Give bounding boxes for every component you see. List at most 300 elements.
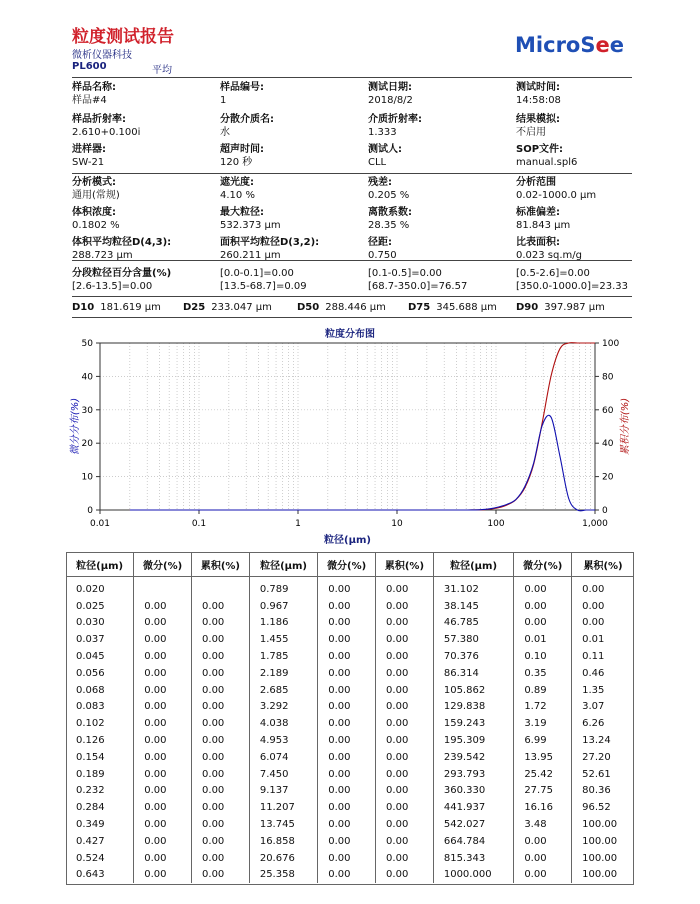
table-cell: 0.00: [192, 783, 250, 800]
y-tick-label-right: 40: [602, 439, 614, 450]
table-cell: [134, 577, 192, 598]
info-field: [72, 143, 106, 169]
info-field: [368, 81, 413, 107]
info-value: 81.843 μm: [516, 220, 571, 231]
table-cell: 0.35: [514, 665, 572, 682]
divider: [72, 317, 632, 318]
info-field: [220, 206, 281, 232]
info-field: [220, 143, 264, 169]
y-axis-label-left: 微分分布(%): [70, 397, 81, 456]
table-cell: 1.35: [582, 684, 605, 696]
info-label: 分散介质名:: [220, 114, 274, 125]
x-tick-label: 0.01: [89, 519, 111, 529]
table-cell: 0.00: [318, 648, 376, 665]
table-cell: 0.00: [192, 867, 250, 884]
table-cell: 0.00: [318, 699, 376, 716]
info-value: 2.610+0.100i: [72, 127, 141, 138]
table-cell: 13.95: [514, 749, 572, 766]
particle-size-chart: [0, 335, 700, 555]
table-header: 微分(%): [134, 552, 192, 577]
table-cell: 0.00: [318, 615, 376, 632]
table-cell: 0.427: [66, 833, 134, 850]
table-cell: 0.00: [318, 783, 376, 800]
table-cell: 0.00: [376, 631, 434, 648]
info-value: 0.750: [368, 250, 397, 261]
info-field: [368, 206, 412, 232]
info-label: 测试人:: [368, 144, 402, 155]
table-cell: 86.314: [433, 665, 513, 682]
x-tick-label: 1: [295, 519, 301, 529]
info-field: [368, 143, 402, 169]
table-cell: 13.24: [582, 735, 611, 747]
info-label: 标准偏差:: [516, 207, 560, 218]
chart-title: 粒度分布图: [325, 329, 375, 340]
table-cell: 2.189: [249, 665, 317, 682]
table-cell: 0.00: [318, 850, 376, 867]
table-row: [66, 850, 634, 867]
table-cell: 1.785: [249, 648, 317, 665]
table-header: 粒径(μm): [433, 552, 513, 577]
table-cell: 0.00: [192, 598, 250, 615]
logo-letter: c: [543, 33, 556, 57]
divider: [72, 260, 632, 261]
report-title: 粒度测试报告: [72, 27, 174, 47]
info-field: [220, 176, 255, 202]
table-cell: 0.00: [192, 833, 250, 850]
table-cell: 1000.000: [433, 867, 513, 884]
table-cell: 239.542: [433, 749, 513, 766]
info-label: SOP文件:: [516, 144, 564, 155]
size-distribution-table: [66, 552, 634, 883]
table-row: [66, 749, 634, 766]
table-cell: 3.19: [514, 715, 572, 732]
table-cell: 0.00: [582, 583, 605, 595]
table-cell: 0.00: [376, 867, 434, 884]
table-cell: 0.037: [66, 631, 134, 648]
table-cell: 0.00: [318, 715, 376, 732]
info-field: [516, 176, 596, 202]
table-cell: 0.00: [134, 833, 192, 850]
info-value: [13.5-68.7]=0.09: [220, 281, 307, 292]
table-cell: 9.137: [249, 783, 317, 800]
table-cell: 0.00: [134, 732, 192, 749]
table-cell: 0.00: [192, 615, 250, 632]
info-value: 14:58:08: [516, 95, 561, 106]
table-cell: 0.00: [376, 577, 434, 598]
table-cell: 0.00: [514, 850, 572, 867]
table-cell: 1.455: [249, 631, 317, 648]
table-cell: 542.027: [433, 816, 513, 833]
table-cell: 0.524: [66, 850, 134, 867]
d-label: D90: [516, 302, 539, 313]
table-cell: 293.793: [433, 766, 513, 783]
d-label: D75: [408, 302, 431, 313]
table-row: [66, 715, 634, 732]
table-cell: 129.838: [433, 699, 513, 716]
info-value: 不启用: [516, 127, 546, 138]
info-label: [0.1-0.5]=0.00: [368, 268, 442, 279]
logo-letter: o: [565, 33, 581, 57]
info-value: 4.10 %: [220, 190, 255, 201]
table-cell: 0.00: [134, 682, 192, 699]
info-value: manual.spl6: [516, 157, 578, 168]
info-field: [516, 206, 570, 232]
table-cell: 0.89: [514, 682, 572, 699]
info-field: [516, 236, 582, 262]
table-cell: 0.00: [376, 749, 434, 766]
table-cell: 0.00: [134, 816, 192, 833]
table-cell: 1.72: [514, 699, 572, 716]
table-row: [66, 682, 634, 699]
table-cell: 0.00: [192, 799, 250, 816]
table-cell: 0.00: [514, 833, 572, 850]
y-tick-label-left: 50: [81, 339, 93, 349]
table-cell: 4.038: [249, 715, 317, 732]
table-cell: 0.00: [376, 699, 434, 716]
info-field: [220, 81, 264, 107]
table-header: 累积(%): [192, 552, 250, 577]
table-cell: 25.42: [514, 766, 572, 783]
y-tick-label-left: 10: [81, 472, 93, 483]
info-label: 样品编号:: [220, 82, 264, 93]
table-cell: 0.284: [66, 799, 134, 816]
info-value: 28.35 %: [368, 220, 410, 231]
table-cell: 0.00: [318, 766, 376, 783]
info-label: 面积平均粒径D(3,2):: [220, 237, 320, 248]
table-cell: 57.380: [433, 631, 513, 648]
info-value: SW-21: [72, 157, 105, 168]
table-header: 粒径(μm): [249, 552, 317, 577]
table-cell: 0.00: [318, 682, 376, 699]
differential-series-line: [130, 415, 595, 511]
table-cell: 100.00: [582, 819, 618, 831]
table-cell: 0.00: [318, 598, 376, 615]
info-field: [72, 113, 140, 139]
info-label: 样品名称:: [72, 82, 116, 93]
info-field: [220, 236, 319, 262]
info-field: [368, 113, 422, 139]
info-label: [0.0-0.1]=0.00: [220, 268, 294, 279]
plot-frame: [100, 343, 595, 510]
table-row: [66, 615, 634, 632]
table-cell: 0.46: [582, 667, 605, 679]
y-axis-label-right: 累积分布(%): [620, 397, 631, 456]
info-value: 样品#4: [72, 95, 107, 106]
info-field: [72, 81, 116, 107]
table-cell: 3.292: [249, 699, 317, 716]
table-cell: 52.61: [582, 768, 611, 780]
table-cell: 0.00: [318, 631, 376, 648]
table-cell: 441.937: [433, 799, 513, 816]
table-cell: 0.10: [514, 648, 572, 665]
info-label: 遮光度:: [220, 177, 254, 188]
table-cell: 6.074: [249, 749, 317, 766]
table-cell: 0.00: [376, 598, 434, 615]
info-field: [72, 267, 171, 293]
table-cell: 1.186: [249, 615, 317, 632]
d-number: 233.047 μm: [211, 302, 272, 313]
info-field: [220, 267, 307, 293]
table-cell: 25.358: [249, 867, 317, 884]
info-value: 260.211 μm: [220, 250, 281, 261]
d-value-d90: [516, 302, 605, 313]
table-cell: 2.685: [249, 682, 317, 699]
table-header: 粒径(μm): [66, 552, 134, 577]
table-cell: 0.01: [514, 631, 572, 648]
table-cell: 0.00: [134, 766, 192, 783]
info-label: 分析模式:: [72, 177, 116, 188]
table-cell: 0.00: [318, 799, 376, 816]
table-header: 微分(%): [514, 552, 572, 577]
table-row: [66, 598, 634, 615]
info-label: 测试时间:: [516, 82, 560, 93]
table-cell: 0.00: [192, 648, 250, 665]
table-cell: 0.349: [66, 816, 134, 833]
divider: [72, 173, 632, 174]
logo-letter: i: [535, 33, 544, 57]
table-row: [66, 732, 634, 749]
info-value: 1: [220, 95, 227, 106]
x-tick-label: 1,000: [582, 519, 608, 529]
table-cell: 0.102: [66, 715, 134, 732]
table-cell: 0.00: [134, 615, 192, 632]
table-cell: 27.20: [582, 751, 611, 763]
table-cell: 0.00: [376, 732, 434, 749]
table-cell: 3.48: [514, 816, 572, 833]
y-tick-label-left: 0: [87, 506, 93, 516]
table-cell: 0.789: [249, 577, 317, 598]
table-cell: 0.025: [66, 598, 134, 615]
table-cell: 31.102: [433, 577, 513, 598]
table-cell: 0.00: [514, 598, 572, 615]
table-row: [66, 833, 634, 850]
table-cell: 0.967: [249, 598, 317, 615]
table-cell: 0.00: [376, 715, 434, 732]
table-cell: 0.00: [376, 682, 434, 699]
logo-letter: e: [609, 33, 624, 57]
table-cell: 105.862: [433, 682, 513, 699]
table-cell: 815.343: [433, 850, 513, 867]
table-cell: 0.00: [192, 682, 250, 699]
info-label: 结果模拟:: [516, 114, 560, 125]
table-cell: 0.00: [134, 665, 192, 682]
info-label: 分段粒径百分含量(%): [72, 268, 172, 279]
table-cell: 0.083: [66, 699, 134, 716]
company-name: 微析仪器科技: [72, 50, 132, 61]
d-value-d75: [408, 302, 497, 313]
table-cell: 0.00: [318, 749, 376, 766]
table-cell: 38.145: [433, 598, 513, 615]
info-value: CLL: [368, 157, 387, 168]
table-cell: 0.00: [514, 577, 572, 598]
table-cell: 0.00: [192, 816, 250, 833]
table-row: [66, 699, 634, 716]
info-label: 残差:: [368, 177, 392, 188]
table-cell: 0.00: [134, 783, 192, 800]
table-cell: 16.858: [249, 833, 317, 850]
info-value: 通用(常规): [72, 190, 120, 201]
table-cell: 0.00: [134, 867, 192, 884]
x-tick-label: 100: [487, 519, 505, 529]
table-cell: 0.00: [318, 665, 376, 682]
logo-letter: e: [595, 33, 610, 57]
d-label: D10: [72, 302, 95, 313]
info-field: [516, 143, 577, 169]
table-cell: 0.01: [582, 634, 605, 646]
table-cell: 0.00: [192, 749, 250, 766]
x-tick-label: 10: [391, 519, 403, 529]
info-label: 离散系数:: [368, 207, 412, 218]
table-cell: 0.056: [66, 665, 134, 682]
table-cell: 0.00: [134, 648, 192, 665]
table-cell: 0.00: [376, 850, 434, 867]
y-tick-label-right: 0: [602, 506, 608, 516]
info-label: 超声时间:: [220, 144, 264, 155]
table-cell: 0.00: [318, 577, 376, 598]
table-cell: 100.00: [582, 852, 618, 864]
info-label: 体积浓度:: [72, 207, 116, 218]
table-row: [66, 665, 634, 682]
table-row: [66, 631, 634, 648]
y-tick-label-right: 20: [602, 472, 614, 483]
table-row: [66, 648, 634, 665]
table-cell: 100.00: [582, 869, 618, 881]
info-field: [72, 236, 171, 262]
info-field: [220, 113, 274, 139]
info-field: [516, 267, 628, 293]
info-field: [368, 176, 409, 202]
info-value: 水: [220, 127, 230, 138]
table-cell: 0.00: [376, 799, 434, 816]
info-label: 最大粒径:: [220, 207, 264, 218]
info-value: 0.1802 %: [72, 220, 120, 231]
info-value: 1.333: [368, 127, 397, 138]
table-cell: 0.00: [134, 749, 192, 766]
table-row: [66, 799, 634, 816]
table-row: [66, 816, 634, 833]
table-cell: 0.00: [134, 598, 192, 615]
table-cell: 0.00: [192, 715, 250, 732]
table-cell: 0.00: [318, 816, 376, 833]
info-value: 532.373 μm: [220, 220, 281, 231]
table-cell: 3.07: [582, 701, 605, 713]
table-row: [66, 867, 634, 884]
info-field: [72, 206, 120, 232]
table-cell: 0.00: [318, 867, 376, 884]
info-value: [68.7-350.0]=76.57: [368, 281, 468, 292]
table-cell: 0.126: [66, 732, 134, 749]
table-cell: 7.450: [249, 766, 317, 783]
table-cell: 100.00: [582, 835, 618, 847]
info-label: [0.5-2.6]=0.00: [516, 268, 590, 279]
table-cell: 0.232: [66, 783, 134, 800]
d-label: D50: [297, 302, 320, 313]
table-cell: 0.00: [376, 816, 434, 833]
table-cell: 0.00: [134, 850, 192, 867]
table-cell: 0.030: [66, 615, 134, 632]
info-value: 120 秒: [220, 157, 253, 168]
x-tick-label: 0.1: [191, 519, 207, 529]
table-cell: 0.00: [192, 699, 250, 716]
table-cell: 0.00: [192, 850, 250, 867]
y-tick-label-left: 20: [81, 439, 93, 450]
info-label: 体积平均粒径D(4,3):: [72, 237, 172, 248]
d-label: D25: [183, 302, 206, 313]
table-cell: 0.189: [66, 766, 134, 783]
d-number: 288.446 μm: [325, 302, 386, 313]
info-label: 比表面积:: [516, 237, 560, 248]
table-cell: 0.00: [376, 783, 434, 800]
table-cell: 0.00: [318, 833, 376, 850]
info-value: 2018/8/2: [368, 95, 413, 106]
info-field: [72, 176, 120, 202]
instrument-model: PL600: [72, 61, 107, 72]
table-cell: 0.00: [192, 665, 250, 682]
d-number: 181.619 μm: [100, 302, 161, 313]
table-cell: 0.020: [66, 577, 134, 598]
table-header: 累积(%): [572, 552, 634, 577]
info-label: 进样器:: [72, 144, 106, 155]
table-row: [66, 766, 634, 783]
logo-letter: r: [555, 33, 566, 57]
table-cell: 0.00: [376, 615, 434, 632]
d-number: 397.987 μm: [544, 302, 605, 313]
table-cell: 0.045: [66, 648, 134, 665]
table-cell: 0.00: [134, 799, 192, 816]
result-mode: 平均: [152, 65, 172, 76]
info-label: 径距:: [368, 237, 392, 248]
table-header: 微分(%): [318, 552, 376, 577]
table-cell: 4.953: [249, 732, 317, 749]
table-cell: 46.785: [433, 615, 513, 632]
table-cell: 0.00: [514, 867, 572, 884]
info-value: [350.0-1000.0]=23.33: [516, 281, 629, 292]
microsee-logo: [515, 33, 624, 57]
table-cell: 0.154: [66, 749, 134, 766]
table-cell: 0.00: [376, 833, 434, 850]
table-cell: 0.00: [376, 648, 434, 665]
info-value: 0.02-1000.0 μm: [516, 190, 597, 201]
table-cell: 0.00: [134, 631, 192, 648]
table-cell: 6.26: [582, 718, 605, 730]
info-label: 分析范围: [516, 177, 556, 188]
table-cell: [192, 577, 250, 598]
table-header: 累积(%): [376, 552, 434, 577]
d-number: 345.688 μm: [436, 302, 497, 313]
table-row: [66, 783, 634, 800]
info-label: 样品折射率:: [72, 114, 126, 125]
y-tick-label-left: 30: [81, 405, 93, 416]
table-cell: 0.00: [376, 665, 434, 682]
table-cell: 0.11: [582, 651, 605, 663]
table-cell: 16.16: [514, 799, 572, 816]
table-cell: 0.00: [582, 600, 605, 612]
table-cell: 20.676: [249, 850, 317, 867]
table-cell: 159.243: [433, 715, 513, 732]
d-value-d10: [72, 302, 161, 313]
table-cell: 0.00: [134, 715, 192, 732]
table-cell: 664.784: [433, 833, 513, 850]
table-cell: 13.745: [249, 816, 317, 833]
logo-letter: M: [515, 33, 536, 57]
d-value-d50: [297, 302, 386, 313]
info-label: 介质折射率:: [368, 114, 422, 125]
table-cell: 0.00: [582, 617, 605, 629]
info-value: [2.6-13.5]=0.00: [72, 281, 153, 292]
table-cell: 0.643: [66, 867, 134, 884]
x-axis-label: 粒径(μm): [324, 535, 371, 546]
info-value: 0.023 sq.m/g: [516, 250, 583, 261]
